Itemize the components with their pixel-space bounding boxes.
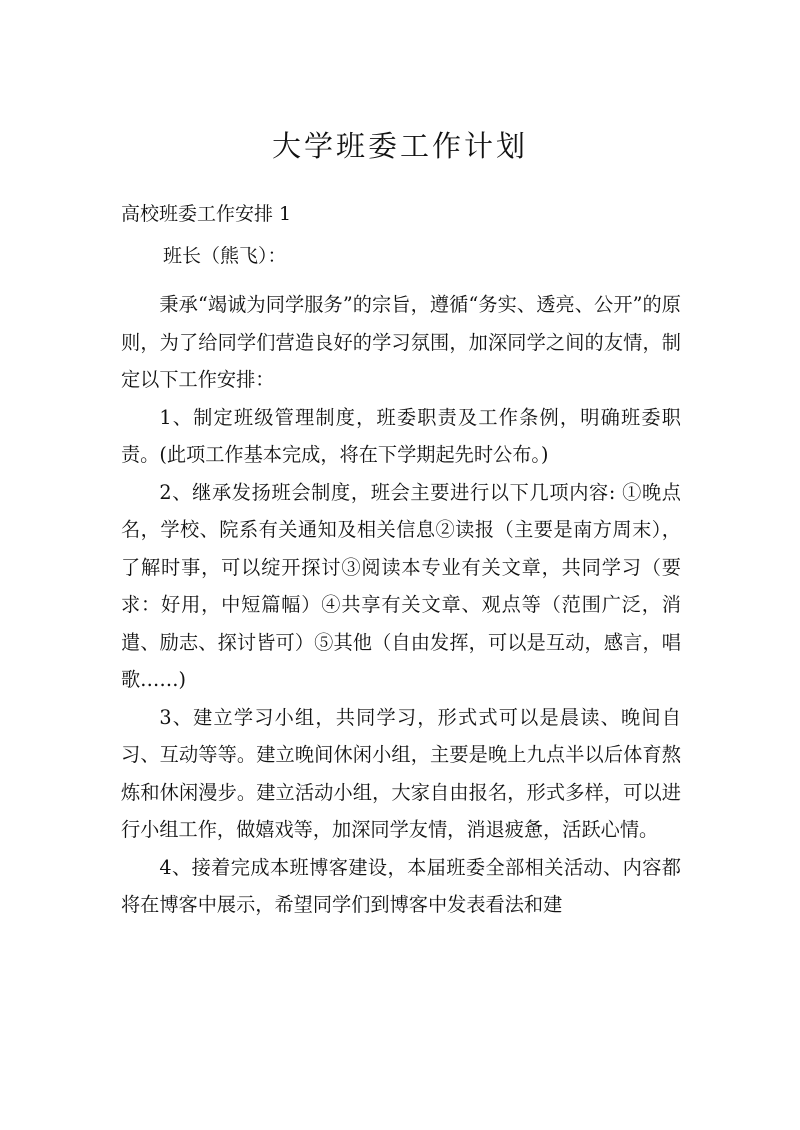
document-body [121, 286, 681, 924]
paragraph-item-1: 1、制定班级管理制度，班委职责及工作条例，明确班委职责。(此项工作基本完成，将在下学期起先时公布。) [121, 405, 681, 466]
paragraph-item-4: 4、接着完成本班博客建设，本届班委全部相关活动、内容都将在博客中展示，希望同学们到博客中发表看法和建 [121, 855, 681, 916]
document-title: 大学班委工作计划 [271, 129, 528, 163]
section-heading: 高校班委工作安排 1 [121, 203, 292, 225]
paragraph-item-3: 3、建立学习小组，共同学习，形式式可以是晨读、晚间自习、互动等等。建立晚间休闲小组，主要是晚上九点半以后体育熬炼和休闲漫步。建立活动小组，大家自由报名，形式多样，可以进行小组工作，做嬉戏等，加深同学友情，消退疲惫，活跃心情。 [121, 705, 681, 841]
paragraph-intro: 秉承“竭诚为同学服务”的宗旨，遵循“务实、透亮、公开”的原则，为了给同学们营造良好的学习氛围，加深同学之间的友情，制定以下工作安排： [121, 293, 681, 391]
role-line: 班长（熊飞）： [163, 245, 287, 267]
paragraph-item-2: 2、继承发扬班会制度，班会主要进行以下几项内容: ①晚点名，学校、院系有关通知及相关信息②读报（主要是南方周末），了解时事，可以绽开探讨③阅读本专业有关文章，共同学习（要求：好用，中短篇幅）④共享有关文章、观点等（范围广泛，消遣、励志、探讨皆可）⑤其他（自由发挥，可以是互动，感言，唱歌……) [121, 480, 681, 691]
